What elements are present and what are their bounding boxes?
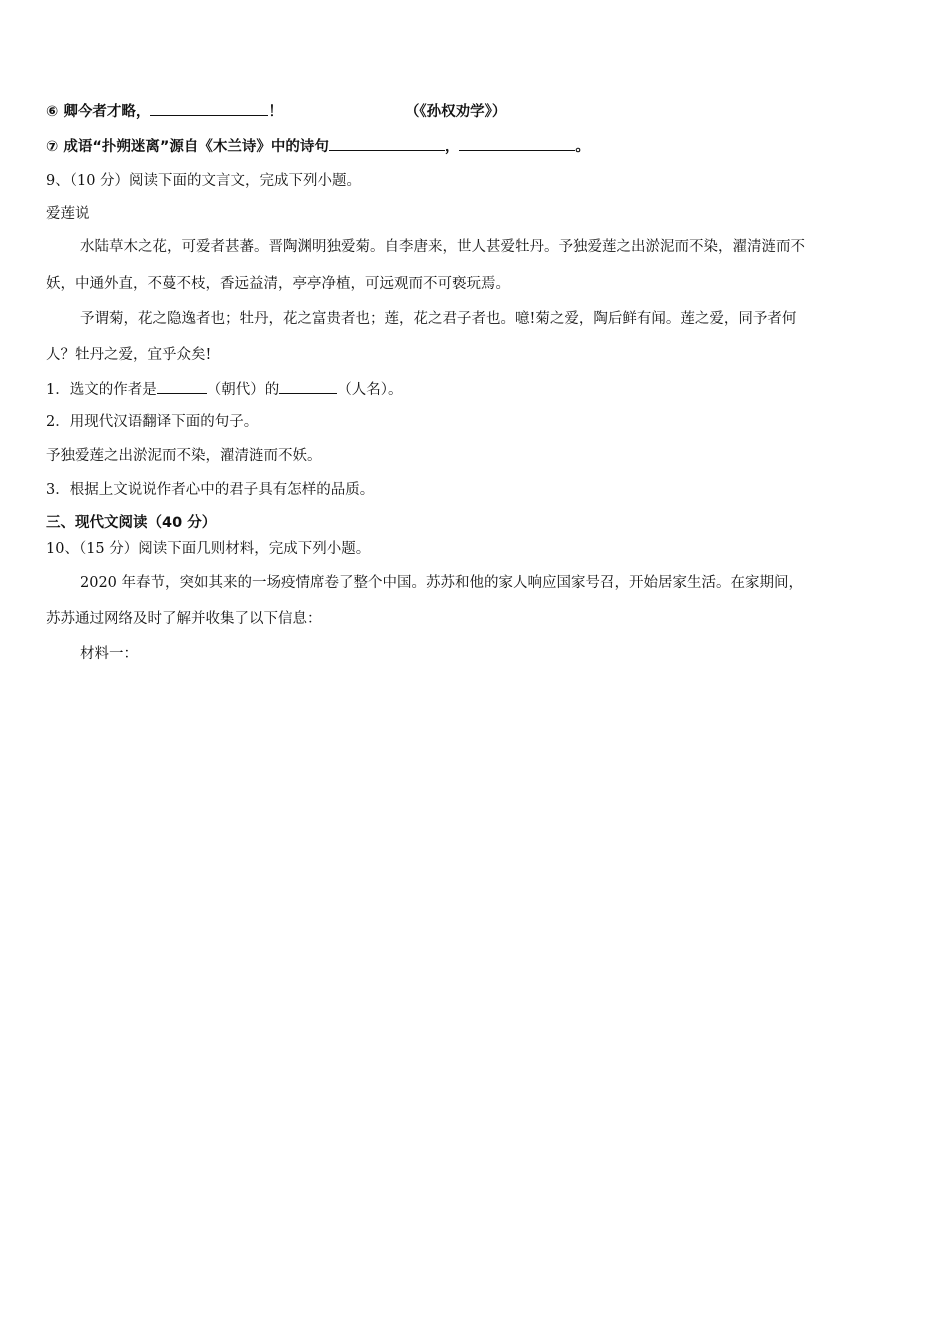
q9-sub1-dynasty-blank[interactable] (157, 379, 207, 394)
q9-header: 9、（10 分）阅读下面的文言文，完成下列小题。 (46, 173, 362, 189)
q7-end: 。 (575, 139, 590, 155)
q9-passage-title: 爱莲说 (46, 206, 90, 222)
q7-answer-blank-2[interactable] (459, 136, 575, 151)
q10-header: 10、（15 分）阅读下面几则材料，完成下列小题。 (46, 541, 371, 557)
q7-line (46, 136, 910, 157)
q9-sub2-sentence: 予独爱莲之出淤泥而不染，濯清涟而不妖。 (46, 448, 322, 464)
q10-para-line2: 苏苏通过网络及时了解并收集了以下信息： (46, 611, 322, 627)
section3-title: 三、现代文阅读（40 分） (46, 515, 217, 531)
q7-answer-blank-1[interactable] (329, 136, 445, 151)
q6-prefix: ⑥ 卿今者才略， (46, 104, 151, 120)
q9-sub1-name-blank[interactable] (279, 379, 337, 394)
q9-sub1-text-b: （朝代）的 (206, 382, 280, 398)
q9-sub2: 2．用现代汉语翻译下面的句子。 (46, 414, 259, 430)
q6-line (46, 101, 910, 122)
q6-answer-blank[interactable] (150, 101, 268, 116)
q10-para-line1: 2020 年春节，突如其来的一场疫情席卷了整个中国。苏苏和他的家人响应国家号召，开始居家生活。在家期间， (80, 575, 804, 591)
q9-passage-para2-line2: 人？牡丹之爱，宜乎众矣! (46, 347, 212, 363)
q9-sub1 (46, 379, 910, 400)
q9-sub1-text-c: （人名）。 (337, 382, 403, 398)
q6-source: （《孙权劝学》） (404, 104, 507, 120)
q7-comma: ， (444, 139, 460, 155)
q9-sub3: 3．根据上文说说作者心中的君子具有怎样的品质。 (46, 482, 375, 498)
q9-passage-para1-line2: 妖，中通外直，不蔓不枝，香远益清，亭亭净植，可远观而不可亵玩焉。 (46, 276, 510, 292)
q7-prefix: ⑦ 成语“扑朔迷离”源自《木兰诗》中的诗句 (46, 139, 329, 155)
q10-material1-label: 材料一： (80, 646, 138, 662)
q9-passage-para1-line1: 水陆草木之花，可爱者甚蕃。晋陶渊明独爱菊。自李唐来，世人甚爱牡丹。予独爱莲之出淤泥而不染，濯清涟而不 (80, 239, 805, 255)
q9-sub1-text-a: 1．选文的作者是 (46, 382, 157, 398)
q9-passage-para2-line1: 予谓菊，花之隐逸者也；牡丹，花之富贵者也；莲，花之君子者也。噫!菊之爱，陶后鲜有闻。莲之爱，同予者何 (80, 311, 797, 327)
q6-suffix: ！ (268, 104, 283, 120)
